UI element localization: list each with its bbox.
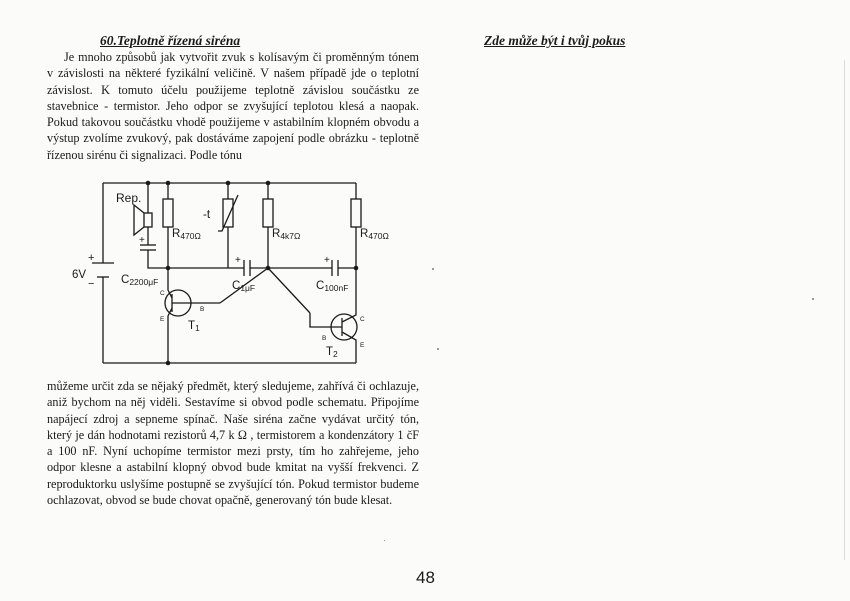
capacitor-c1-symbol (168, 260, 268, 276)
right-page-title: Zde může být i tvůj pokus (484, 33, 626, 48)
circuit-diagram (60, 175, 405, 375)
scan-speck (437, 348, 439, 350)
main-capacitor-plus: + (139, 235, 145, 246)
scan-speck (844, 60, 845, 560)
battery-minus-sign: − (88, 278, 95, 290)
transistor-t1-label: T1 (188, 320, 200, 333)
resistor-r1-symbol (163, 183, 173, 268)
junction-dots (146, 181, 359, 366)
article-title: 60.Teplotně řízená siréna (100, 33, 241, 48)
capacitor-c1-label: C1μF (232, 280, 256, 293)
resistor-r1-label: R470Ω (172, 228, 201, 241)
intro-paragraph: Je mnoho způsobů jak vytvořit zvuk s kolísavým či proměnným tónem v závislosti na některé fyzikální veličině. V našem případě jde o teplotní závislost. K tomuto účelu použijeme teplotně závislou součástku ze stavebnice - termistor. Jeho odpor se zvyšující teplotou klesá a naopak. Pokud takovou součástku vhodě použijeme v astabilním klopném obvodu a výstup zvolíme zvukový, pak dostáváme zapojení podle obrázku - teplotně řízenou sirénu či signalizaci. Podle tónu (47, 50, 419, 162)
t1-pin-b: B (200, 306, 205, 313)
transistor-t1-symbol (165, 268, 220, 363)
scan-speck (432, 268, 434, 270)
t2-pin-c: C (360, 316, 365, 323)
t1-pin-e: E (160, 316, 165, 323)
main-capacitor-symbol (140, 245, 168, 268)
resistor-r3-label: R470Ω (360, 228, 389, 241)
description-paragraph: můžeme určit zda se nějaký předmět, který sledujeme, zahřívá či ochlazuje, aniž bychom na něj viděli. Sestavíme si obvod podle schematu. Připojíme napájecí zdroj a sepneme spínač. Naše siréna začne vydávat určitý tón, který je dán hodnotami rezistorů 4,7 k Ω , termistorem a kondenzátory 1 čF a 100 nF. Nyní uchopíme termistor mezi prsty, tím ho zahřejeme, jeho odpor klesne a astabilní klopný obvod bude kmitat na vyšší frekvenci. Z reproduktorku uslyšíme postupně se zvyšující tón. Pokud termistor budeme ochlazovat, obvod se bude chovat opačně, generovaný tón bude klesat. (47, 379, 419, 508)
transistor-t2-label: T2 (326, 346, 338, 359)
scan-speck (812, 298, 814, 300)
scan-speck (384, 540, 385, 541)
t2-pin-b: B (322, 335, 327, 342)
resistor-r3-symbol (351, 183, 361, 307)
capacitor-c2-label: C100nF (316, 280, 349, 293)
t1-pin-c: C (160, 290, 165, 297)
battery-plus-sign: + (88, 252, 95, 264)
thermistor-label: -t (203, 209, 211, 221)
speaker-label: Rep. (116, 191, 142, 205)
resistor-r2-symbol (263, 183, 273, 268)
resistor-r2-label: R4k7Ω (272, 228, 301, 241)
main-capacitor-label: C2200μF (121, 274, 159, 287)
page-number: 48 (416, 568, 435, 587)
capacitor-c2-symbol (268, 260, 356, 276)
t2-pin-e: E (360, 342, 365, 349)
battery-symbol (92, 263, 114, 277)
capacitor-c2-plus: + (324, 255, 330, 266)
capacitor-c1-plus: + (235, 255, 241, 266)
battery-voltage-label: 6V (72, 269, 87, 281)
